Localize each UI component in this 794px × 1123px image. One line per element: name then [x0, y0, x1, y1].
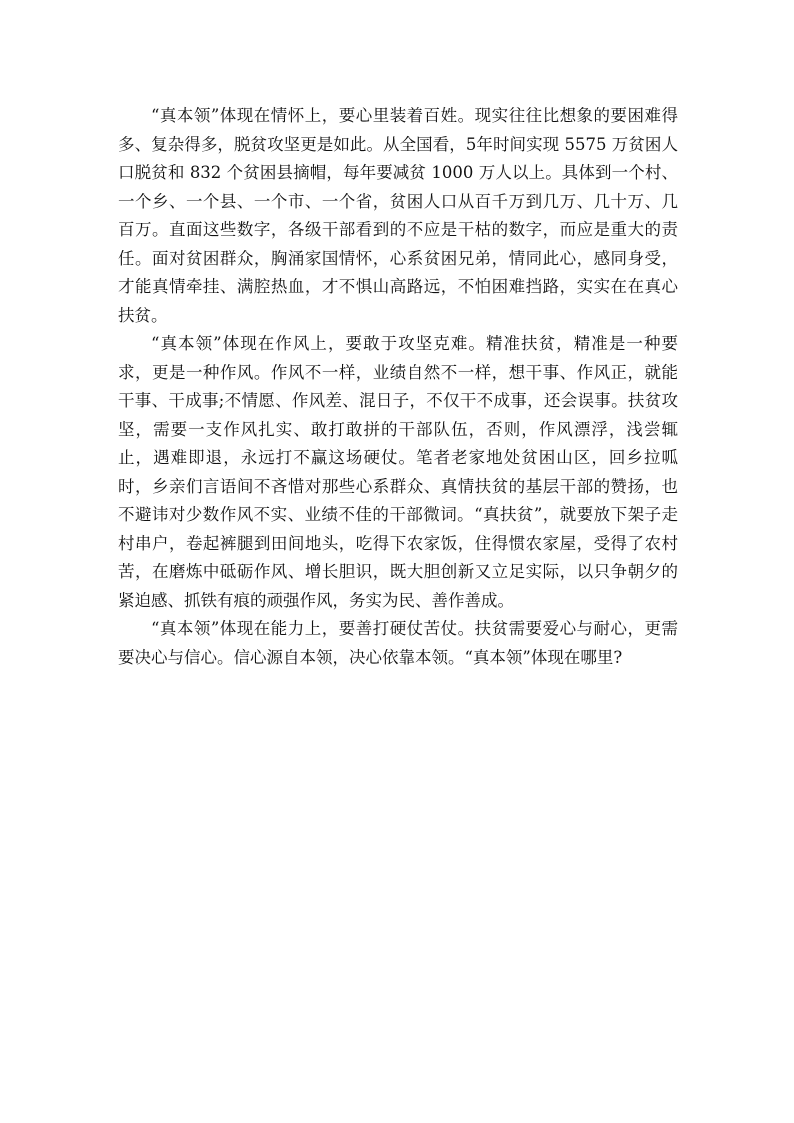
paragraph-2: “真本领”体现在作风上，要敢于攻坚克难。精准扶贫，精准是一种要求，更是一种作风。作风不一样，业绩自然不一样，想干事、作风正，就能干事、干成事;不情愿、作风差、混日子，不仅干不成事，还会误事。扶贫攻坚，需要一支作风扎实、敢打敢拼的干部队伍，否则，作风漂浮，浅尝辄止，遇难即退，永远打不赢这场硬仗。笔者老家地处贫困山区，回乡拉呱时，乡亲们言语间不吝惜对那些心系群众、真情扶贫的基层干部的赞扬，也不避讳对少数作风不实、业绩不佳的干部微词。“真扶贫”，就要放下架子走村串户，卷起裤腿到田间地头，吃得下农家饭，住得惯农家屋，受得了农村苦，在磨炼中砥砺作风、增长胆识，既大胆创新又立足实际，以只争朝夕的紧迫感、抓铁有痕的顽强作风，务实为民、善作善成。 — [118, 334, 678, 610]
paragraph-3: “真本领”体现在能力上，要善打硬仗苦仗。扶贫需要爱心与耐心，更需要决心与信心。信心源自本领，决心依靠本领。“真本领”体现在哪里? — [118, 619, 678, 667]
paragraph-1: “真本领”体现在情怀上，要心里装着百姓。现实往往比想象的要困难得多、复杂得多，脱贫攻坚更是如此。从全国看，5年时间实现 5575 万贫困人口脱贫和 832 个贫困县摘帽，每年要减贫 1000 万人以上。具体到一个村、一个乡、一个县、一个市、一个省，贫困人口从百千万到几万、几十万、几百万。直面这些数字，各级干部看到的不应是干枯的数字，而应是重大的责任。面对贫困群众，胸涌家国情怀，心系贫困兄弟，情同此心，感同身受，才能真情牵挂、满腔热血，才不惧山高路远，不怕困难挡路，实实在在真心扶贫。 — [118, 106, 678, 325]
document-body — [118, 102, 678, 672]
